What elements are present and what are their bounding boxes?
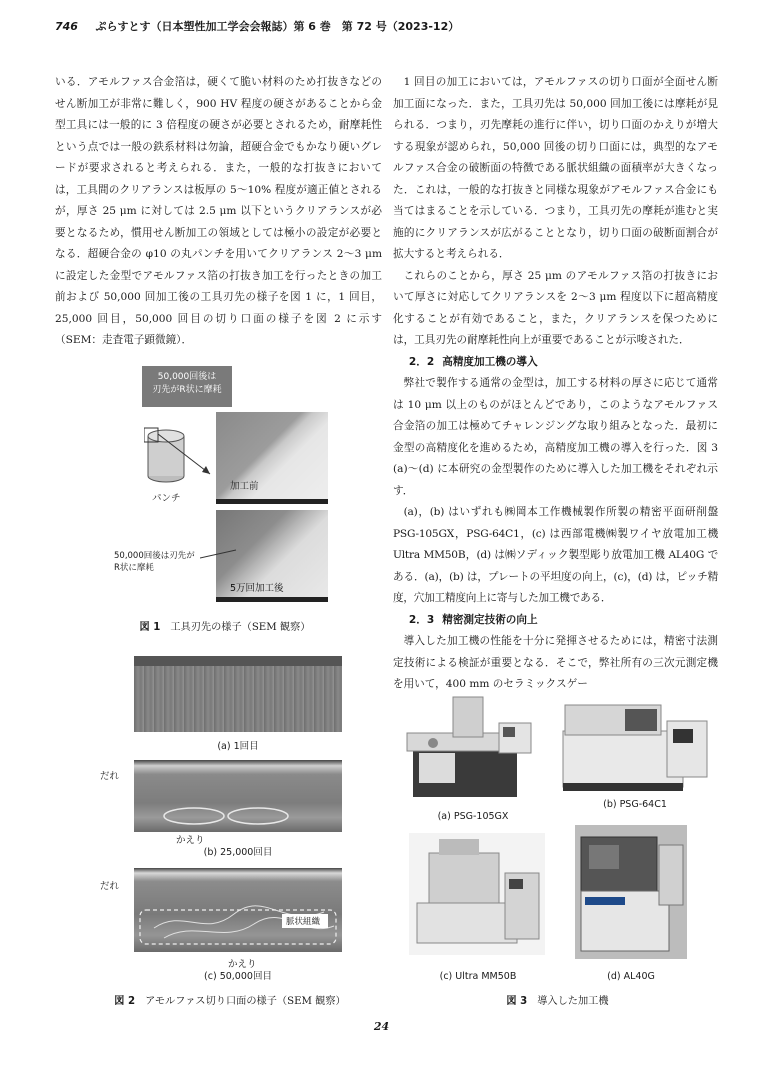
side-note: 50,000回後は刃先が R状に摩耗 bbox=[114, 551, 195, 573]
sem-cut-surface-50000 bbox=[134, 868, 342, 952]
body-paragraph: (a)，(b) はいずれも㈱岡本工作機械製作所製の精密平面研削盤 PSG-105GX，PSG-64C1，(c) は西部電機㈱製ワイヤ放電加工機 Ultra MM50B，(d) は㈱ソディック製型彫り放電加工機 AL40G である．(a)，(b) は，プレートの平坦度の向上，(c)，(d) は，ピッチ精度，穴加工精度向上に寄与した加工機である． bbox=[393, 506, 718, 604]
machine-photo-psg105gx bbox=[403, 693, 543, 803]
body-paragraph: 弊社で製作する通常の金型は，加工する材料の厚さに応じて通常は 10 μm 以上のものがほとんどであり，このようなアモルファス合金箔の加工は極めてチャレンジングな取り組みとなった．最初に金型の高精度化を進めるため，高精度加工機の導入を行った．図 3 (a)～(d) に本研究の金型製作のために導入した加工機をそれぞれ示す． bbox=[393, 377, 718, 497]
sub-caption-a: (a) 1回目 bbox=[217, 741, 259, 752]
sub-caption-b: (b) PSG-64C1 bbox=[603, 799, 667, 810]
pointer-arrow bbox=[158, 434, 218, 484]
pointer-line bbox=[200, 548, 240, 560]
before-label: 加工前 bbox=[230, 481, 259, 492]
figure-2-caption: 図 2 アモルファス切り口面の様子（SEM 観察） bbox=[114, 996, 346, 1007]
right-column bbox=[393, 72, 718, 696]
sub-caption-b: (b) 25,000回目 bbox=[203, 847, 273, 858]
dare-label: だれ bbox=[100, 771, 120, 782]
figure-1-caption: 図 1 工具刃先の様子（SEM 観察） bbox=[139, 622, 311, 633]
kaeri-highlight bbox=[134, 760, 342, 832]
sem-databar bbox=[216, 597, 328, 602]
after-label: 5万回加工後 bbox=[230, 583, 284, 594]
kaeri-label: かえり bbox=[228, 959, 257, 970]
callout-box: 50,000回後は 刃先がR状に摩耗 bbox=[142, 366, 232, 407]
kaeri-label: かえり bbox=[176, 835, 205, 846]
sub-caption-a: (a) PSG-105GX bbox=[437, 811, 509, 822]
body-paragraph: 1 回目の加工においては，アモルファスの切り口面が全面せん断加工面になった．また，工具刃先は 50,000 回加工後には摩耗が見られる．つまり，刃先摩耗の進行に伴い，切り口面のかえりが増大する現象が認められ，50,000 回後の切り口面には，典型的なアモルファス合金の破断面の特徴である脈状組織の面積率が大きくなった．これは，一般的な打抜きと同様な現象がアモルファス合金にも当てはまることを示している．つまり，工具刃先の摩耗が進むと実施的にクリアランスが広がることとなり，切り口面の破断面割合が拡大すると考えられる． bbox=[393, 76, 718, 260]
figure-3 bbox=[395, 685, 720, 985]
sem-cut-surface-1 bbox=[134, 656, 342, 732]
section-heading-2-3 bbox=[393, 610, 718, 632]
page-number: 746 bbox=[55, 20, 78, 33]
sem-top-band bbox=[134, 656, 342, 666]
section-number: 2．3 bbox=[408, 613, 435, 626]
sem-image-before bbox=[216, 412, 328, 504]
section-heading-2-2 bbox=[393, 352, 718, 374]
dare-label: だれ bbox=[100, 881, 120, 892]
sub-caption-c: (c) Ultra MM50B bbox=[439, 971, 517, 982]
vein-pattern bbox=[134, 868, 342, 952]
section-number: 2．2 bbox=[408, 355, 435, 368]
journal-title: ぷらすとす（日本塑性加工学会会報誌）第 6 巻 第 72 号（2023-12） bbox=[95, 20, 460, 33]
sub-caption-c: (c) 50,000回目 bbox=[204, 971, 272, 982]
myaku-label: 脈状組織 bbox=[286, 917, 321, 927]
machine-photo-al40g bbox=[575, 825, 687, 959]
sem-cut-surface-25000 bbox=[134, 760, 342, 832]
section-title: 精密測定技術の向上 bbox=[442, 613, 538, 626]
machine-photo-ultra-mm50b bbox=[409, 833, 545, 955]
sub-caption-d: (d) AL40G bbox=[607, 971, 655, 982]
body-paragraph: いる．アモルファス合金箔は，硬くて脆い材料のため打抜きなどのせん断加工が非常に難しく，900 HV 程度の硬さがあることから金型工具には一般的に 3 倍程度の硬さが必要とされるため，耐摩耗性という点では一般の鉄系材料は勿論，超硬合金でもかなり硬いグレードが要求されると考えられる．また，一般的な打抜きにおいては，工具間のクリアランスは板厚の 5～10% 程度が適正値とされるが，厚さ 25 μm に対しては 2.5 μm 以下というクリアランスが必要となるため，慣用せん断加工の領域としては極小の設定が必要となる．超硬合金の φ10 の丸パンチを用いてクリアランス 2～3 μm に設定した金型でアモルファス箔の打抜き加工を行ったときの加工前および 50,000 回加工後の工具刃先の様子を図 1 に，1 回目，25,000 回目，50,000 回目の切り口面の様子を図 2 に示す（SEM：走査電子顕微鏡）． bbox=[55, 76, 382, 346]
machine-photo-psg64c1 bbox=[555, 691, 715, 797]
punch-label: パンチ bbox=[152, 493, 181, 504]
folio-page-number: 24 bbox=[373, 1020, 390, 1033]
figure-2 bbox=[100, 650, 360, 980]
sem-databar bbox=[216, 499, 328, 504]
body-paragraph: 導入した加工機の性能を十分に発揮させるためには，精密寸法測定技術による検証が重要となる．そこで，弊社所有の三次元測定機を用いて，400 mm のセラミックスゲー bbox=[393, 635, 718, 690]
figure-1 bbox=[110, 362, 340, 624]
left-column bbox=[55, 72, 382, 352]
section-title: 高精度加工機の導入 bbox=[442, 355, 538, 368]
figure-3-caption: 図 3 導入した加工機 bbox=[506, 996, 609, 1007]
running-header bbox=[55, 18, 459, 34]
body-paragraph: これらのことから，厚さ 25 μm のアモルファス箔の打抜きにおいて厚さに対応してクリアランスを 2～3 μm 程度以下に超高精度化することが有効であること，また，クリアランスを保つためには，工具刃先の耐摩耗性向上が重要であることが示唆された． bbox=[393, 269, 718, 346]
